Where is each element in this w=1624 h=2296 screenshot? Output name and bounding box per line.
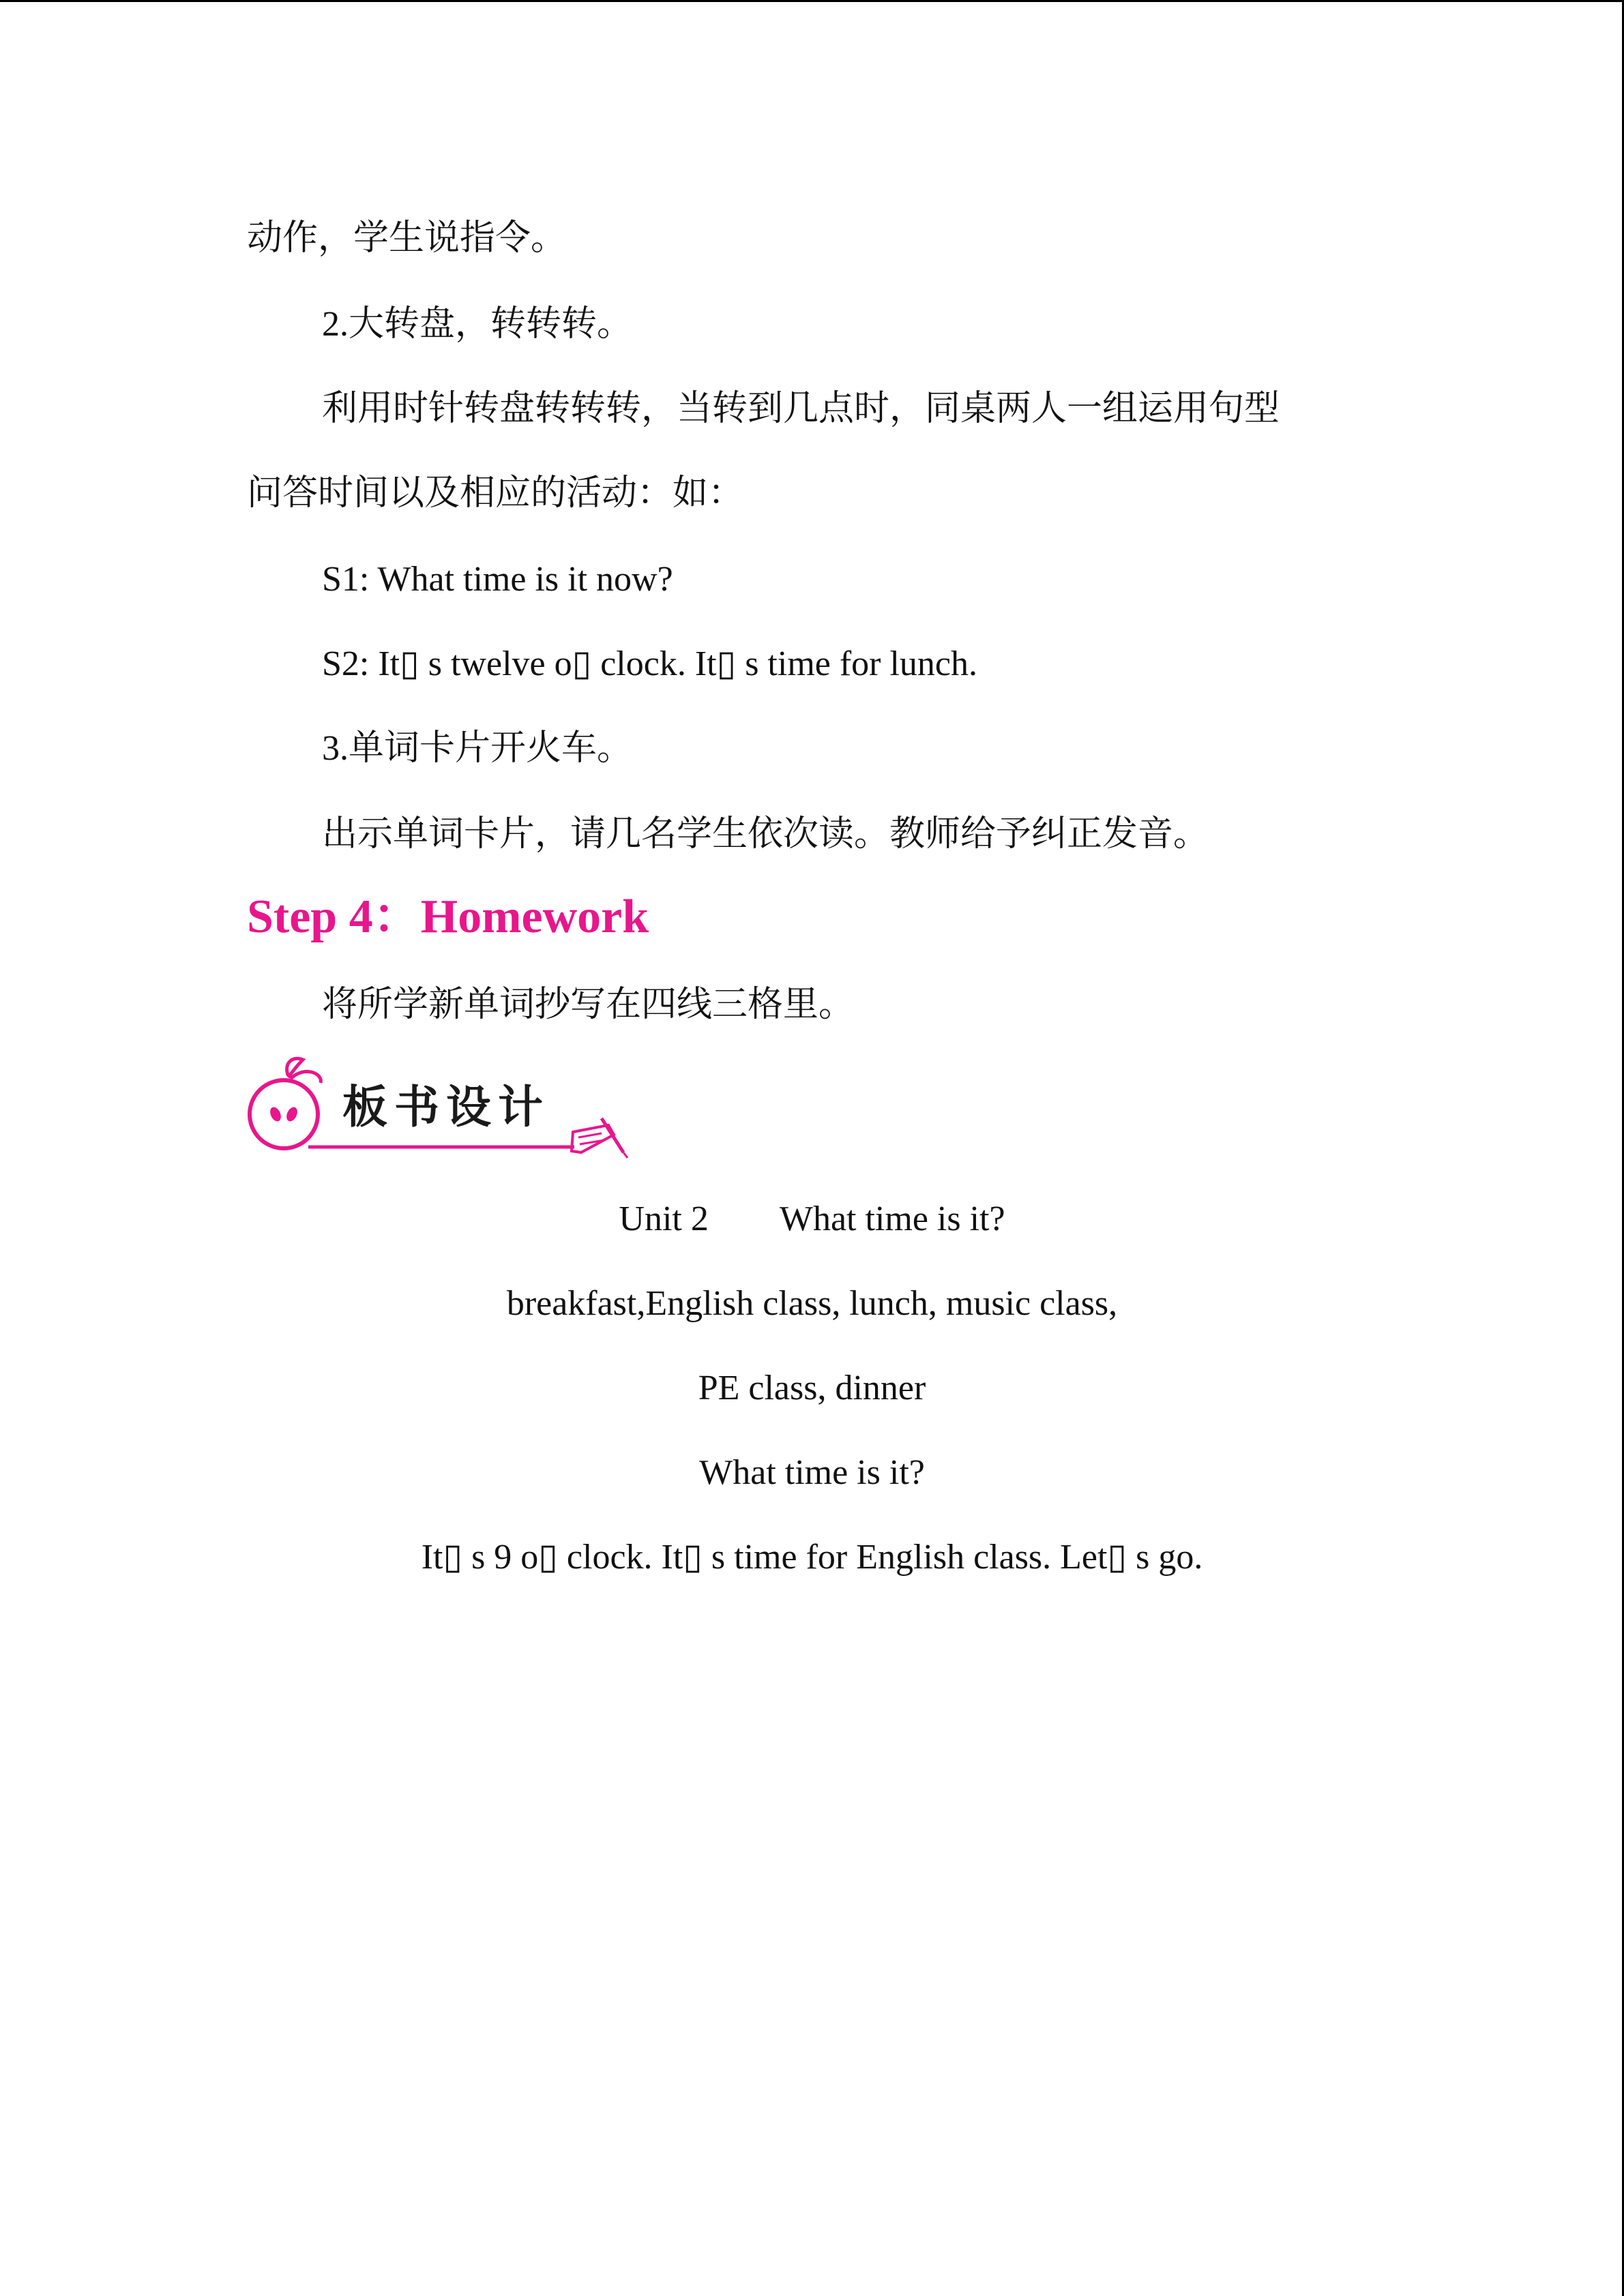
dialogue-line-s1: S1: What time is it now? [322,560,673,599]
paragraph-line-7: 3.单词卡片开火车。 [322,729,633,768]
step-heading: Step 4：Homework [247,891,649,943]
paragraph-line-8: 出示单词卡片，请几名学生依次读。教师给予纠正发音。 [322,815,1209,854]
apple-icon [250,1058,321,1148]
board-line-vocab-2: PE class, dinner [698,1369,926,1407]
board-line-question: What time is it? [699,1453,925,1492]
paragraph-line-1: 动作，学生说指令。 [247,219,567,258]
board-line-vocab-1: breakfast,English class, lunch, music class, [506,1284,1118,1323]
board-line-unit: Unit 2 What time is it? [619,1199,1005,1238]
paragraph-line-4: 问答时间以及相应的活动：如： [247,474,744,513]
pen-hand-icon [572,1118,628,1158]
paragraph-line-2: 2.大转盘，转转转。 [322,305,633,344]
board-line-answer: It▯ s 9 o▯ clock. It▯ s time for English class. Let▯ s go. [421,1538,1203,1577]
homework-text: 将所学新单词抄写在四线三格里。 [322,985,855,1024]
board-design-title: 板书设计 [342,1081,550,1133]
board-design-header [240,1056,636,1165]
dialogue-line-s2: S2: It▯ s twelve o▯ clock. It▯ s time for lunch. [322,644,978,683]
paragraph-line-3: 利用时针转盘转转转，当转到几点时，同桌两人一组运用句型 [322,389,1280,428]
